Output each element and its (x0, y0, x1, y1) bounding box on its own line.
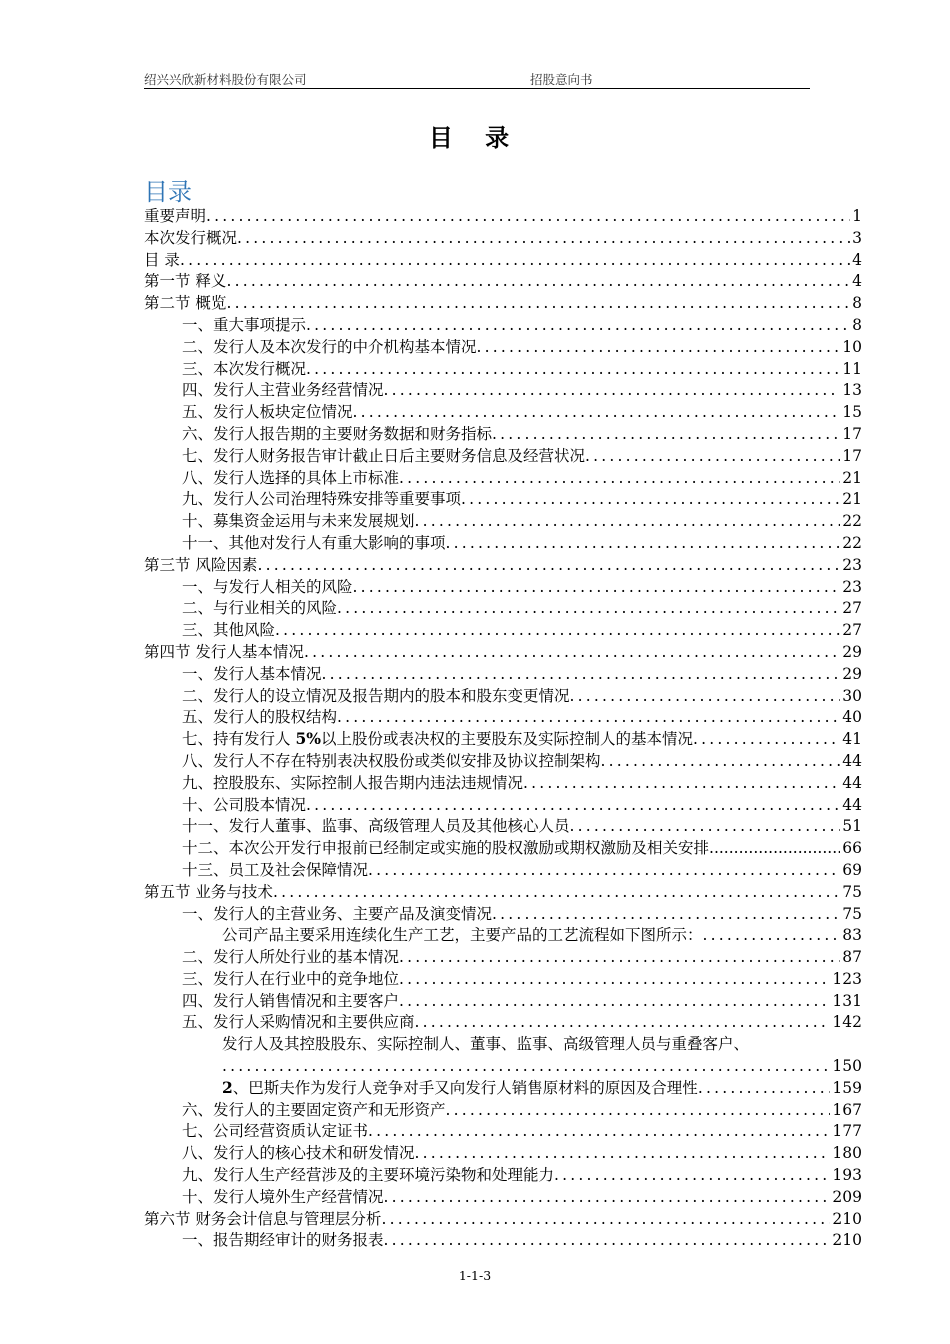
toc-entry[interactable]: 一、发行人的主营业务、主要产品及演变情况 ..... 75 (144, 904, 862, 926)
toc-entry[interactable]: 2、巴斯夫作为发行人竞争对手又向发行人销售原材料的原因及合理性 ..... 159 (144, 1078, 862, 1100)
toc-entry[interactable]: 五、发行人板块定位情况 ..... 15 (144, 402, 862, 424)
toc-entry[interactable]: 重要声明 ..... 1 (144, 206, 862, 228)
toc-entry[interactable]: 五、发行人采购情况和主要供应商 ..... 142 (144, 1012, 862, 1034)
toc-entry[interactable]: 第三节 风险因素 ..... 23 (144, 555, 862, 577)
toc-entry[interactable]: 本次发行概况 ..... 3 (144, 228, 862, 250)
toc-entry[interactable]: 七、公司经营资质认定证书 ..... 177 (144, 1121, 862, 1143)
toc-entry[interactable]: 十一、其他对发行人有重大影响的事项 ..... 22 (144, 533, 862, 555)
header-company: 绍兴兴欣新材料股份有限公司 (144, 72, 307, 87)
toc-entry[interactable]: 六、发行人的主要固定资产和无形资产 ..... 167 (144, 1100, 862, 1122)
toc-entry[interactable]: 三、本次发行概况 ..... 11 (144, 359, 862, 381)
toc-entry[interactable]: 一、与发行人相关的风险 ..... 23 (144, 577, 862, 599)
toc-entry[interactable]: 第五节 业务与技术 ..... 75 (144, 882, 862, 904)
toc-entry[interactable]: 一、报告期经审计的财务报表 ..... 210 (144, 1230, 862, 1252)
toc-entry[interactable]: 六、发行人报告期的主要财务数据和财务指标 ..... 17 (144, 424, 862, 446)
toc-entry[interactable]: 九、发行人生产经营涉及的主要环境污染物和处理能力 ..... 193 (144, 1165, 862, 1187)
table-of-contents (144, 206, 862, 1252)
toc-entry[interactable]: 十二、本次公开发行申报前已经制定或实施的股权激励或期权激励及相关安排 ..... 66 (144, 838, 862, 860)
page-header (144, 68, 810, 89)
toc-heading: 目录 (144, 178, 192, 206)
toc-entry[interactable]: 十、发行人境外生产经营情况 ..... 209 (144, 1187, 862, 1209)
toc-entry[interactable]: 四、发行人销售情况和主要客户 ..... 131 (144, 991, 862, 1013)
toc-entry[interactable]: 四、发行人主营业务经营情况 ..... 13 (144, 380, 862, 402)
toc-entry[interactable]: 十一、发行人董事、监事、高级管理人员及其他核心人员 ..... 51 (144, 816, 862, 838)
toc-entry[interactable]: 二、发行人的设立情况及报告期内的股本和股东变更情况 ..... 30 (144, 686, 862, 708)
toc-entry[interactable]: 第六节 财务会计信息与管理层分析 ..... 210 (144, 1209, 862, 1231)
toc-entry[interactable]: 八、发行人选择的具体上市标准 ..... 21 (144, 468, 862, 490)
toc-entry[interactable]: 十三、员工及社会保障情况 ..... 69 (144, 860, 862, 882)
toc-entry[interactable]: 公司产品主要采用连续化生产工艺，主要产品的工艺流程如下图所示： ..... 83 (144, 925, 862, 947)
toc-entry[interactable]: 三、发行人在行业中的竞争地位 ..... 123 (144, 969, 862, 991)
toc-entry[interactable]: 八、发行人的核心技术和研发情况 ..... 180 (144, 1143, 862, 1165)
toc-entry[interactable]: 十、公司股本情况 ..... 44 (144, 795, 862, 817)
header-doc-type: 招股意向书 (530, 72, 593, 87)
toc-entry[interactable]: 目 录 ..... 4 (144, 250, 862, 272)
toc-entry[interactable]: 五、发行人的股权结构 ..... 40 (144, 707, 862, 729)
toc-entry[interactable]: 二、发行人所处行业的基本情况 ..... 87 (144, 947, 862, 969)
toc-entry[interactable]: 九、控股股东、实际控制人报告期内违法违规情况 ..... 44 (144, 773, 862, 795)
toc-entry[interactable]: 八、发行人不存在特别表决权股份或类似安排及协议控制架构 ..... 44 (144, 751, 862, 773)
toc-entry[interactable]: 二、与行业相关的风险 ..... 27 (144, 598, 862, 620)
toc-entry[interactable]: 二、发行人及本次发行的中介机构基本情况 ..... 10 (144, 337, 862, 359)
page-title: 目 录 (428, 124, 522, 152)
toc-entry[interactable]: 七、发行人财务报告审计截止日后主要财务信息及经营状况 ..... 17 (144, 446, 862, 468)
toc-entry[interactable]: 一、发行人基本情况 ..... 29 (144, 664, 862, 686)
toc-entry[interactable]: 第一节 释义 ..... 4 (144, 271, 862, 293)
toc-entry[interactable]: 十、募集资金运用与未来发展规划 ..... 22 (144, 511, 862, 533)
toc-entry-line1[interactable]: 发行人及其控股股东、实际控制人、董事、监事、高级管理人员与重叠客户、 (222, 1035, 750, 1054)
toc-entry[interactable]: 第四节 发行人基本情况 ..... 29 (144, 642, 862, 664)
toc-entry-line2[interactable]: ..... 150 (144, 1056, 862, 1078)
toc-entry[interactable]: 三、其他风险 ..... 27 (144, 620, 862, 642)
toc-entry[interactable]: 一、重大事项提示 ..... 8 (144, 315, 862, 337)
page-number: 1-1-3 (458, 1268, 492, 1283)
toc-entry[interactable]: 第二节 概览 ..... 8 (144, 293, 862, 315)
toc-entry[interactable]: 七、持有发行人 5%以上股份或表决权的主要股东及实际控制人的基本情况 ..... 41 (144, 729, 862, 751)
toc-entry[interactable]: 九、发行人公司治理特殊安排等重要事项 ..... 21 (144, 489, 862, 511)
